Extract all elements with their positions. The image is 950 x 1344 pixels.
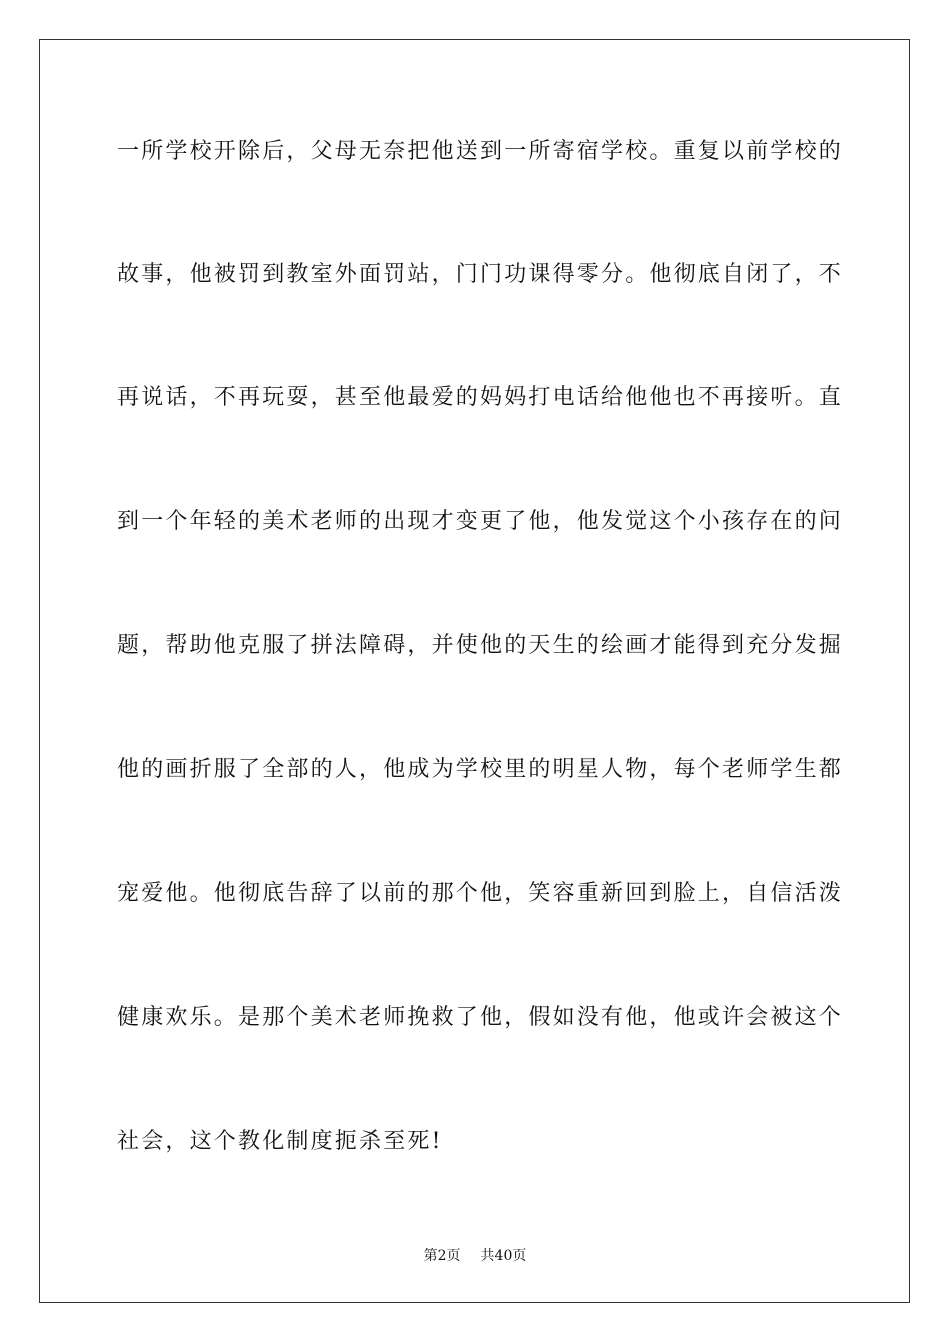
body-text-line: 再说话，不再玩耍，甚至他最爱的妈妈打电话给他他也不再接听。直 <box>117 385 844 410</box>
body-text-line: 他的画折服了全部的人，他成为学校里的明星人物，每个老师学生都 <box>117 757 844 782</box>
body-text-line: 到一个年轻的美术老师的出现才变更了他，他发觉这个小孩存在的问 <box>117 509 844 534</box>
body-text-line: 题，帮助他克服了拼法障碍，并使他的天生的绘画才能得到充分发掘 <box>117 633 844 658</box>
body-text-line: 健康欢乐。是那个美术老师挽救了他，假如没有他，他或许会被这个 <box>117 1005 844 1030</box>
total-pages: 共40页 <box>480 1248 527 1264</box>
page-footer <box>0 1247 950 1265</box>
body-text-line: 宠爱他。他彻底告辞了以前的那个他，笑容重新回到脸上，自信活泼 <box>117 881 844 906</box>
page-border <box>39 39 910 1303</box>
page-number: 第2页 <box>423 1248 461 1264</box>
body-text-line: 社会，这个教化制度扼杀至死! <box>117 1129 443 1154</box>
body-text-line: 故事，他被罚到教室外面罚站，门门功课得零分。他彻底自闭了，不 <box>117 262 844 287</box>
body-text-line: 一所学校开除后，父母无奈把他送到一所寄宿学校。重复以前学校的 <box>117 139 844 164</box>
